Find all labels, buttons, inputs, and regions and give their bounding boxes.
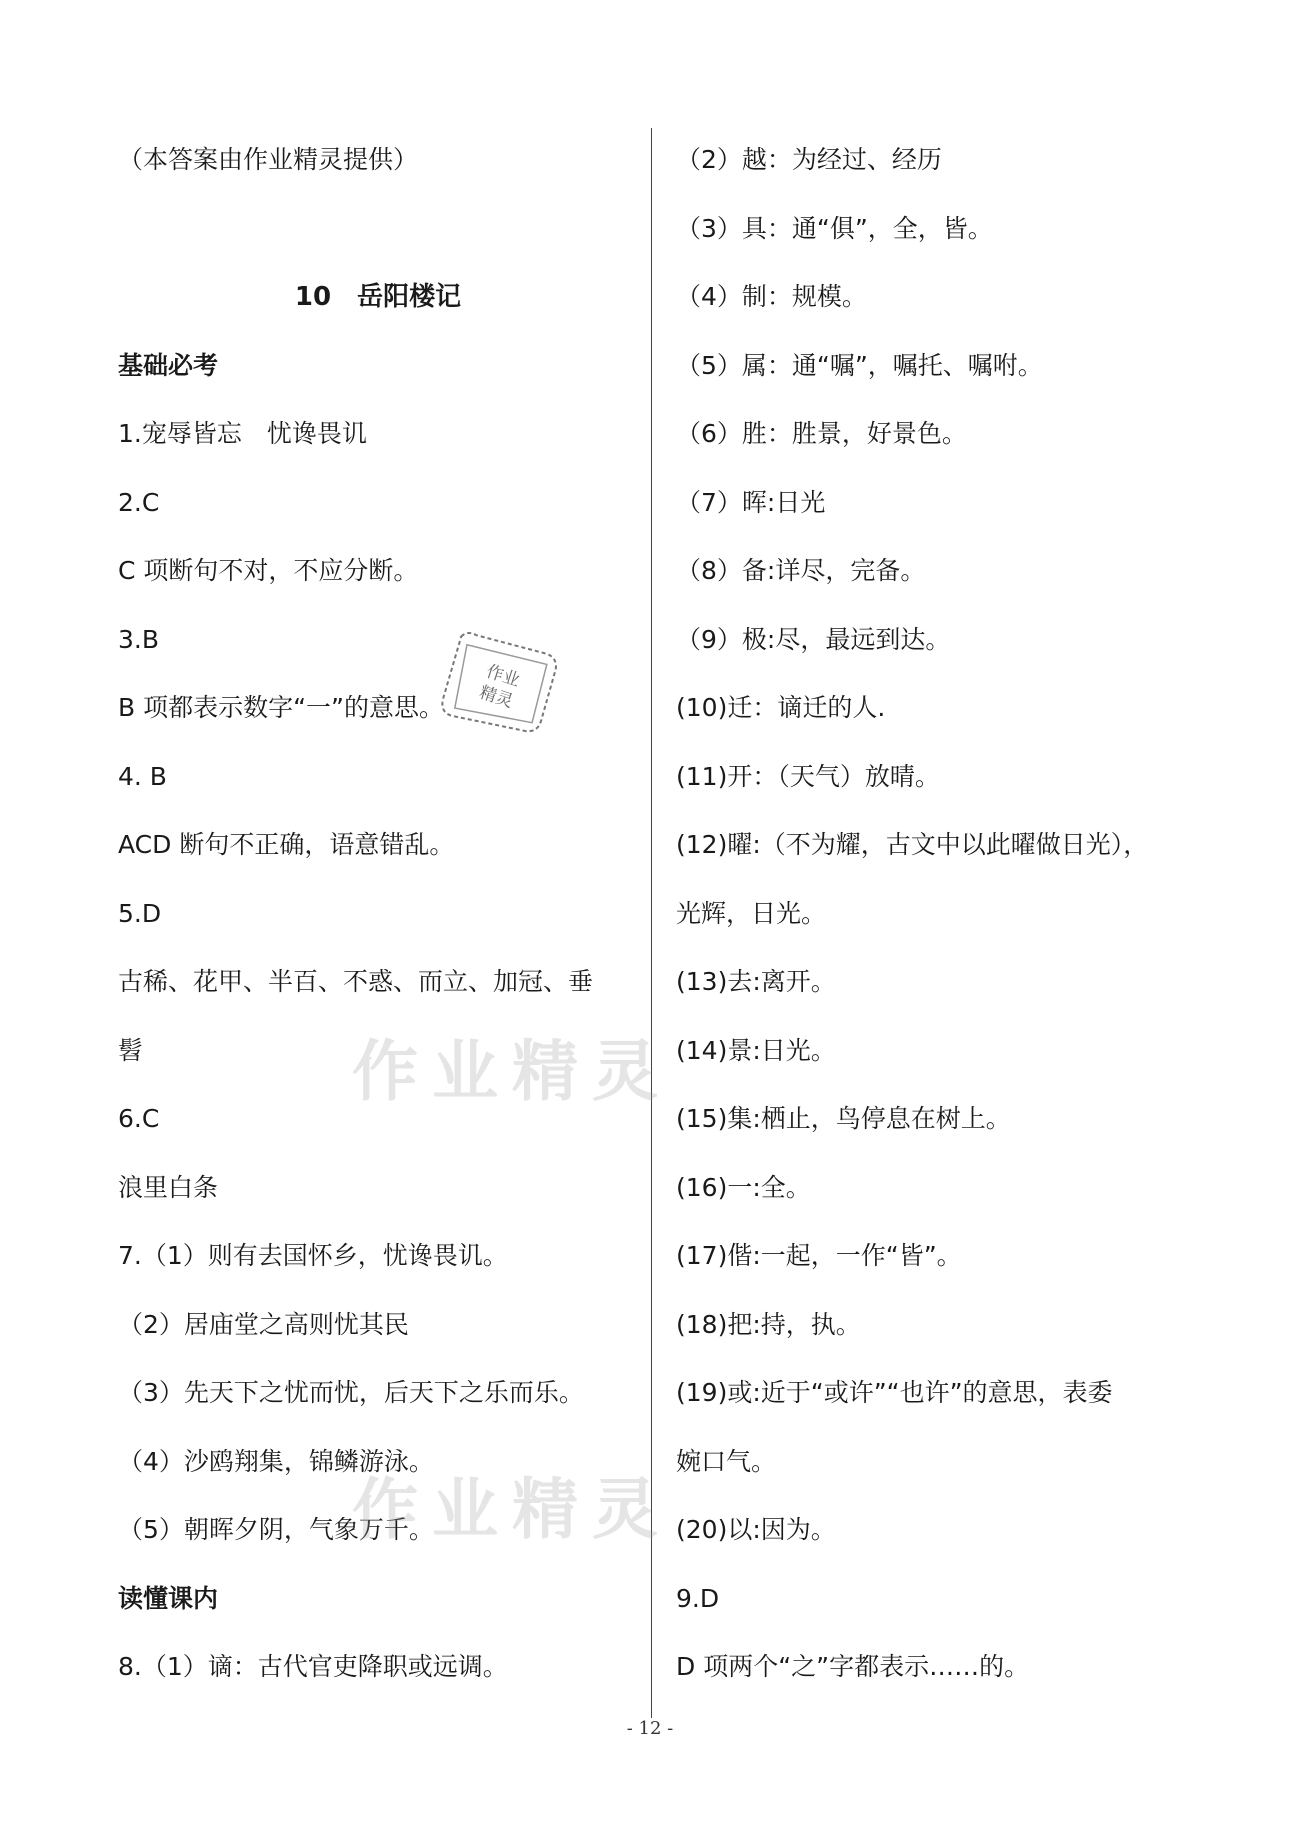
- provider-note: （本答案由作业精灵提供）: [118, 145, 419, 174]
- answer-line: (15)集:栖止，鸟停息在树上。: [676, 1104, 1011, 1133]
- answer-line: ACD 断句不正确，语意错乱。: [118, 830, 455, 859]
- answer-line: B 项都表示数字“一”的意思。: [118, 693, 445, 722]
- answer-line: (16)一:全。: [676, 1172, 811, 1202]
- answer-line: 婉口气。: [676, 1446, 777, 1476]
- answer-line: （2）越：为经过、经历: [676, 145, 942, 174]
- page-number: - 12 -: [626, 1718, 674, 1739]
- section-heading-reading: 读懂课内: [118, 1583, 219, 1613]
- answer-line: 8.（1）谪：古代官吏降职或远调。: [118, 1652, 508, 1681]
- answer-line: 5.D: [118, 898, 162, 928]
- answer-line: 1.宠辱皆忘 忧谗畏讥: [118, 419, 367, 448]
- answer-line: (11)开：（天气）放晴。: [676, 761, 940, 791]
- answer-line: 6.C: [118, 1104, 160, 1133]
- answer-line: （7）晖:日光: [676, 487, 826, 517]
- answer-line: (17)偕:一起，一作“皆”。: [676, 1241, 962, 1270]
- answer-line: (10)迁：谪迁的人.: [676, 693, 886, 722]
- answer-line: （4）制：规模。: [676, 282, 867, 311]
- answer-line: （4）沙鸥翔集，锦鳞游泳。: [118, 1446, 434, 1476]
- answer-line: （3）先天下之忧而忧，后天下之乐而乐。: [118, 1378, 584, 1407]
- answer-line: （5）属：通“嘱”，嘱托、嘱咐。: [676, 350, 1043, 380]
- answer-line: 9.D: [676, 1583, 720, 1613]
- answer-line: 2.C: [118, 487, 160, 517]
- answer-line: （9）极:尽，最远到达。: [676, 624, 951, 654]
- answer-line: 髫: [118, 1035, 144, 1065]
- answer-line: (13)去:离开。: [676, 967, 836, 996]
- answer-line: 古稀、花甲、半百、不惑、而立、加冠、垂: [118, 967, 594, 996]
- answer-line: D 项两个“之”字都表示……的。: [676, 1652, 1030, 1681]
- answer-line: 7.（1）则有去国怀乡，忧谗畏讥。: [118, 1241, 508, 1270]
- answer-line: (19)或:近于“或许”“也许”的意思，表委: [676, 1378, 1113, 1407]
- spacer: [118, 209, 638, 278]
- answer-line: 浪里白条: [118, 1172, 219, 1202]
- answer-line: （3）具：通“俱”，全，皆。: [676, 213, 993, 243]
- right-column: [676, 140, 1216, 1716]
- answer-line: （2）居庙堂之高则忧其民: [118, 1309, 409, 1339]
- answer-line: (12)曜:（不为耀，古文中以此曜做日光），: [676, 830, 1149, 859]
- answer-line: （6）胜：胜景，好景色。: [676, 419, 967, 448]
- answer-line: 4. B: [118, 761, 167, 791]
- answer-line: C 项断句不对，不应分断。: [118, 556, 419, 585]
- answer-line: （5）朝晖夕阴，气象万千。: [118, 1515, 434, 1544]
- answer-line: （8）备:详尽，完备。: [676, 556, 926, 585]
- watermark-text: 作业精灵: [352, 1471, 672, 1548]
- lesson-title: 10 岳阳楼记: [294, 282, 462, 312]
- section-heading-basic: 基础必考: [118, 350, 219, 380]
- stamp-text-bottom: 精灵: [476, 682, 516, 713]
- watermark-text: 作业精灵: [352, 1033, 672, 1110]
- answer-line: (18)把:持，执。: [676, 1309, 861, 1339]
- answer-line: (14)景:日光。: [676, 1035, 836, 1065]
- answer-line: 3.B: [118, 624, 160, 654]
- answer-line: (20)以:因为。: [676, 1515, 836, 1544]
- answer-line: 光辉，日光。: [676, 898, 827, 928]
- stamp-text-top: 作业: [483, 661, 523, 692]
